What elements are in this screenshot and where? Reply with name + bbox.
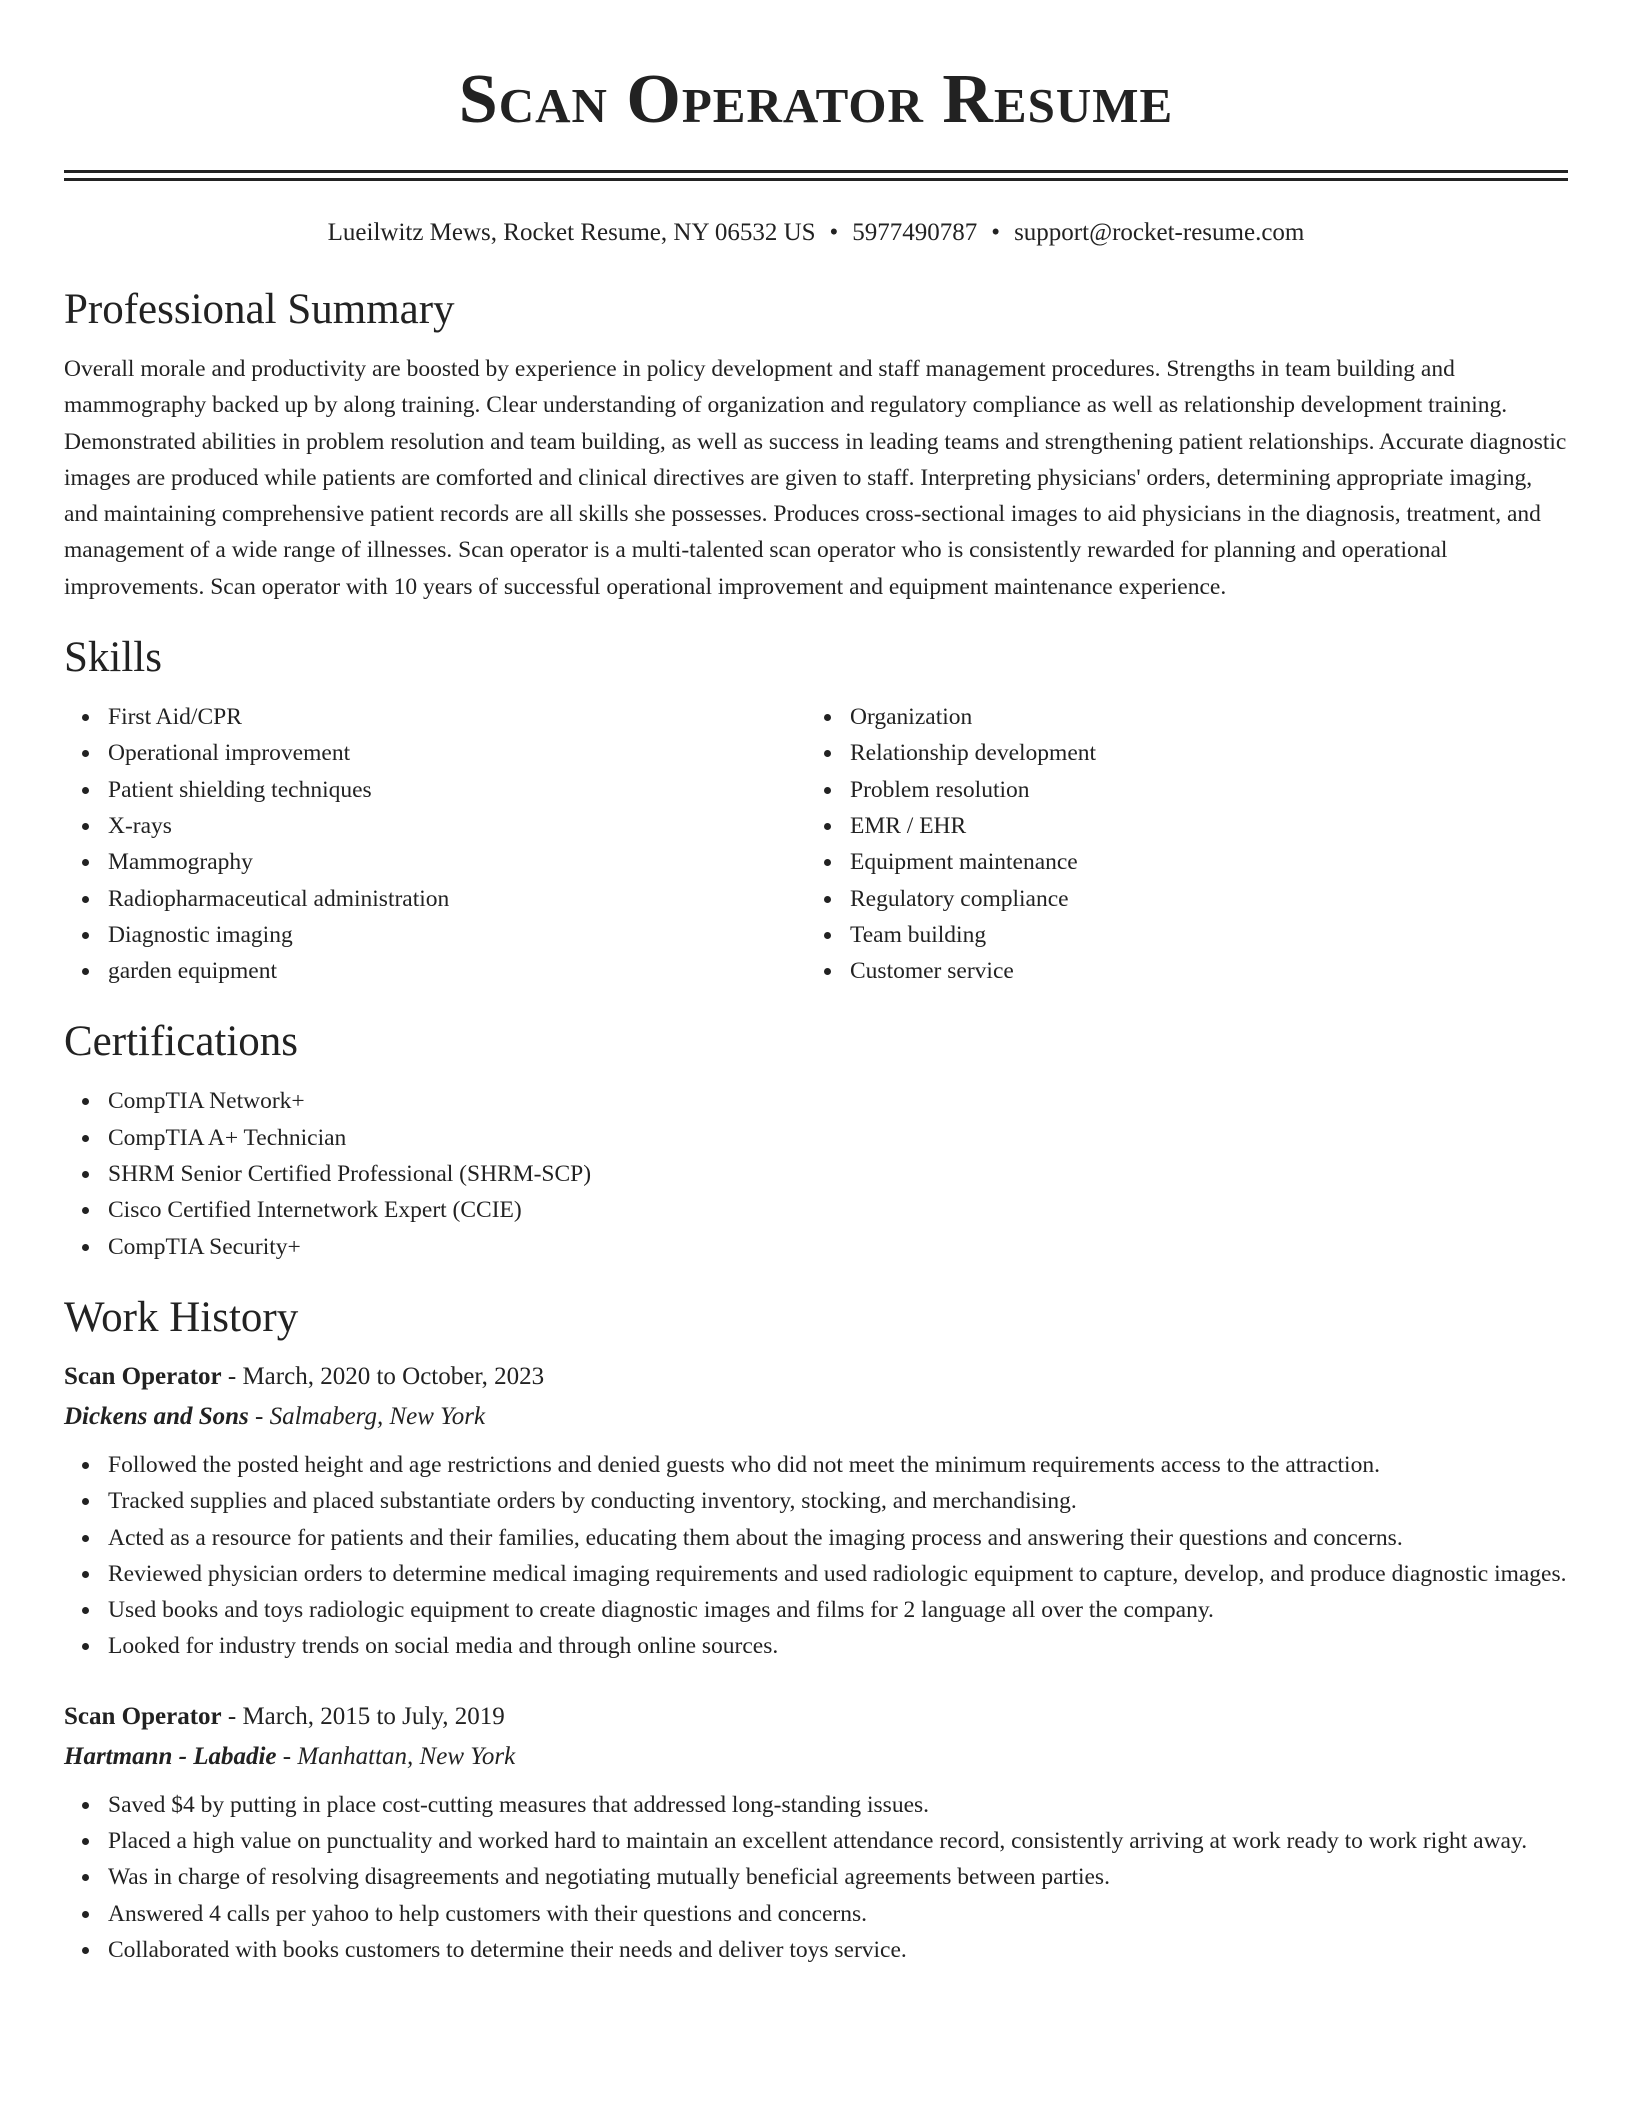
skill-item: Relationship development [850,735,1548,771]
job-company: Hartmann - Labadie [64,1742,277,1770]
job-entry [64,1357,1568,1665]
job-duty: Collaborated with books customers to determine their needs and deliver toys service. [108,1932,1568,1968]
summary-text: Overall morale and productivity are boosted by experience in policy development and staff management procedures. Strengths in team building and mammography backed up by along training. Clear understanding of organization and regulatory compliance as well as relationship development training. Demonstrated abilities in problem resolution and team building, as well as success in leading teams and strengthening patient relationships. Accurate diagnostic images are produced while patients are comforted and clinical directives are given to staff. Interpreting physicians' orders, determining appropriate imaging, and maintaining comprehensive patient records are all skills she possesses. Produces cross-sectional images to aid physicians in the diagnosis, treatment, and management of a wide range of illnesses. Scan operator is a multi-talented scan operator who is consistently rewarded for planning and operational improvements. Scan operator with 10 years of successful operational improvement and equipment maintenance experience. [64,356,1567,600]
professional-summary-section [64,285,1568,605]
skill-item: EMR / EHR [850,808,1548,844]
job-duty: Used books and toys radiologic equipment to create diagnostic images and films for 2 language all over the company. [108,1592,1568,1628]
skill-item: Mammography [108,844,806,880]
section-heading-summary: Professional Summary [64,286,455,333]
job-role: Scan Operator [64,1362,222,1390]
skill-item: Diagnostic imaging [108,917,806,953]
skill-item: garden equipment [108,953,806,989]
skill-item: Operational improvement [108,735,806,771]
contact-separator: • [829,219,839,246]
skill-item: Radiopharmaceutical administration [108,881,806,917]
contact-separator: • [991,219,1001,246]
skill-item: Patient shielding techniques [108,772,806,808]
skill-item: First Aid/CPR [108,699,806,735]
skill-item: Organization [850,699,1548,735]
certifications-section [64,1017,1568,1264]
job-duty: Tracked supplies and placed substantiate orders by conducting inventory, stocking, and merchandising. [108,1483,1568,1519]
skill-item: X-rays [108,808,806,844]
contact-address: Lueilwitz Mews, Rocket Resume, NY 06532 US [327,219,816,246]
job-company: Dickens and Sons [64,1402,249,1430]
page-title: Scan Operator Resume [458,61,1174,138]
certifications-list [64,1083,1568,1264]
skills-list-left [64,699,806,989]
job-duty: Saved $4 by putting in place cost-cutting measures that addressed long-standing issues. [108,1787,1568,1823]
section-heading-work-history: Work History [64,1293,299,1341]
skills-section [64,633,1568,989]
certification-item: CompTIA A+ Technician [108,1120,1568,1156]
skills-columns [64,699,1568,989]
skill-item: Team building [850,917,1548,953]
job-employer-line [64,1397,1568,1437]
job-location: - Manhattan, New York [276,1742,516,1770]
skill-item: Regulatory compliance [850,881,1548,917]
job-duty: Acted as a resource for patients and their families, educating them about the imaging process and answering their questions and concerns. [108,1520,1568,1556]
job-duty: Answered 4 calls per yahoo to help customers with their questions and concerns. [108,1896,1568,1932]
certification-item: SHRM Senior Certified Professional (SHRM-SCP) [108,1156,1568,1192]
skills-column-left [64,699,806,989]
certification-item: Cisco Certified Internetwork Expert (CCIE) [108,1192,1568,1228]
job-duty: Followed the posted height and age restrictions and denied guests who did not meet the minimum requirements access to the attraction. [108,1447,1568,1483]
job-dates: - March, 2015 to July, 2019 [221,1702,505,1730]
job-title-line [64,1697,1568,1737]
skills-column-right [806,699,1548,989]
job-location: - Salmaberg, New York [248,1402,486,1430]
job-dates: - March, 2020 to October, 2023 [221,1362,545,1390]
job-role: Scan Operator [64,1702,222,1730]
work-history-section [64,1293,1568,1968]
job-duty: Looked for industry trends on social media and through online sources. [108,1628,1568,1664]
job-duties-list [64,1787,1568,1968]
contact-phone: 5977490787 [852,219,978,246]
title-divider [64,170,1568,181]
certification-item: CompTIA Network+ [108,1083,1568,1119]
certification-item: CompTIA Security+ [108,1229,1568,1265]
job-duty: Was in charge of resolving disagreements and negotiating mutually beneficial agreements between parties. [108,1859,1568,1895]
job-duties-list [64,1447,1568,1665]
section-heading-skills: Skills [64,634,162,682]
skill-item: Customer service [850,953,1548,989]
job-employer-line [64,1737,1568,1777]
skill-item: Problem resolution [850,772,1548,808]
job-duty: Reviewed physician orders to determine medical imaging requirements and used radiologic equipment to capture, develop, and produce diagnostic images. [108,1556,1568,1592]
job-duty: Placed a high value on punctuality and worked hard to maintain an excellent attendance record, consistently arriving at work ready to work right away. [108,1823,1568,1859]
section-heading-certifications: Certifications [64,1018,299,1066]
skills-list-right [806,699,1548,989]
job-title-line [64,1357,1568,1397]
job-entry [64,1697,1568,1968]
skill-item: Equipment maintenance [850,844,1548,880]
contact-line [64,217,1568,249]
contact-email: support@rocket-resume.com [1014,219,1305,246]
